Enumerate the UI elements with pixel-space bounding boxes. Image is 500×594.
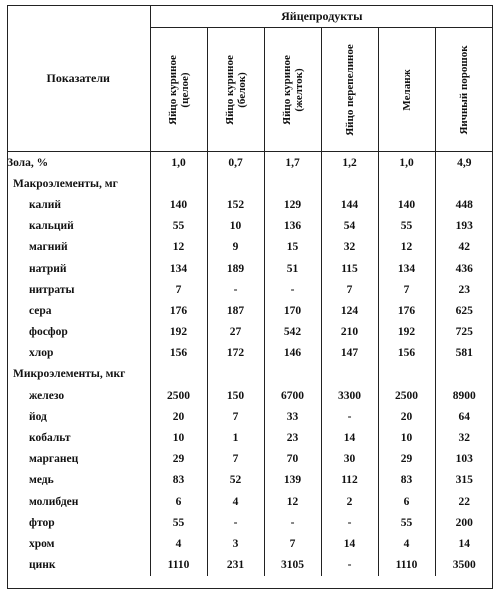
- column-header-text: [458, 31, 470, 149]
- table-cell: 129: [264, 194, 321, 215]
- column-header-text: [167, 31, 191, 149]
- table-row: [7, 258, 493, 279]
- table-cell: 139: [264, 470, 321, 491]
- table-cell: 725: [435, 322, 493, 343]
- column-header-line: Яйцо перепелиное: [343, 43, 356, 136]
- table-row: [7, 555, 493, 576]
- row-label: калий: [29, 198, 62, 211]
- table-cell: -: [264, 279, 321, 300]
- table-cell: 4: [378, 533, 435, 554]
- table-cell: 7: [264, 533, 321, 554]
- row-label: марганец: [29, 453, 79, 466]
- table-cell: -: [207, 279, 264, 300]
- table-cell: [435, 173, 493, 194]
- table-cell: 20: [150, 406, 207, 427]
- table-row: [7, 385, 493, 406]
- table-cell: 23: [435, 279, 493, 300]
- table-row: [7, 300, 493, 321]
- table-cell: 3: [207, 533, 264, 554]
- table-cell: 625: [435, 300, 493, 321]
- column-header-line: Яйцо куриное: [166, 54, 179, 125]
- table-cell: -: [207, 512, 264, 533]
- table-cell: 23: [264, 427, 321, 448]
- table-cell: 1,0: [378, 152, 435, 174]
- table-cell: 140: [150, 194, 207, 215]
- table-cell: 7: [378, 279, 435, 300]
- row-label: Макроэлементы, мг: [13, 177, 118, 190]
- table-cell: 22: [435, 491, 493, 512]
- table-cell: 192: [150, 322, 207, 343]
- table-cell: 2500: [150, 385, 207, 406]
- table-cell: 8900: [435, 385, 493, 406]
- row-label: молибден: [29, 495, 79, 508]
- table-cell: 172: [207, 343, 264, 364]
- table-cell: 3300: [321, 385, 378, 406]
- table-cell: -: [264, 512, 321, 533]
- table-cell: 30: [321, 449, 378, 470]
- table-cell: 55: [150, 512, 207, 533]
- table-cell: 55: [378, 216, 435, 237]
- column-header-text: [344, 31, 356, 149]
- row-label: хром: [29, 537, 55, 550]
- table-cell: 1,7: [264, 152, 321, 174]
- table-cell: 3105: [264, 555, 321, 576]
- table-cell: 7: [207, 406, 264, 427]
- table-cell: 9: [207, 237, 264, 258]
- table-cell: 27: [207, 322, 264, 343]
- table-cell: 55: [378, 512, 435, 533]
- column-header-text: [401, 31, 413, 149]
- table-cell: 112: [321, 470, 378, 491]
- table-cell: 7: [207, 449, 264, 470]
- table-cell: 12: [378, 237, 435, 258]
- table-cell: 436: [435, 258, 493, 279]
- table-cell: 15: [264, 237, 321, 258]
- table-cell: 134: [378, 258, 435, 279]
- table-cell: 6: [150, 491, 207, 512]
- table-row: [7, 343, 493, 364]
- section-row: [7, 173, 493, 194]
- table-cell: 12: [150, 237, 207, 258]
- table-cell: 1,0: [150, 152, 207, 174]
- table-cell: 1: [207, 427, 264, 448]
- table-cell: [207, 173, 264, 194]
- table-cell: 147: [321, 343, 378, 364]
- row-label: цинк: [29, 559, 56, 572]
- table-cell: [150, 364, 207, 385]
- column-header-6: [435, 28, 493, 152]
- table-cell: 189: [207, 258, 264, 279]
- column-header-2: [207, 28, 264, 152]
- column-header-line: Яйцо куриное: [223, 54, 236, 125]
- row-label: кобальт: [29, 432, 71, 445]
- column-header-line: Яйцо куриное: [280, 54, 293, 125]
- table-row: [7, 279, 493, 300]
- table-cell: 83: [378, 470, 435, 491]
- row-label-header: Показатели: [7, 5, 150, 152]
- table-cell: 83: [150, 470, 207, 491]
- table-cell: [264, 173, 321, 194]
- table-cell: 150: [207, 385, 264, 406]
- table-cell: 144: [321, 194, 378, 215]
- table-cell: 2: [321, 491, 378, 512]
- table-row: [7, 533, 493, 554]
- row-label: сера: [29, 304, 52, 317]
- table-cell: [207, 364, 264, 385]
- table-cell: 124: [321, 300, 378, 321]
- table-cell: 29: [378, 449, 435, 470]
- column-header-1: [150, 28, 207, 152]
- table-cell: 4,9: [435, 152, 493, 174]
- table-cell: 29: [150, 449, 207, 470]
- table-cell: 4: [207, 491, 264, 512]
- table-cell: 140: [378, 194, 435, 215]
- column-header-5: [378, 28, 435, 152]
- table-cell: 176: [378, 300, 435, 321]
- table-row: [7, 152, 493, 174]
- table-cell: 2500: [378, 385, 435, 406]
- row-label: нитраты: [29, 283, 75, 296]
- row-label: хлор: [29, 347, 54, 360]
- table-cell: 54: [321, 216, 378, 237]
- column-header-line: (целое): [178, 71, 191, 108]
- table-cell: 200: [435, 512, 493, 533]
- table-row: [7, 512, 493, 533]
- table-cell: 10: [207, 216, 264, 237]
- table-cell: 7: [150, 279, 207, 300]
- table-cell: 1110: [378, 555, 435, 576]
- table-cell: 12: [264, 491, 321, 512]
- row-label: натрий: [29, 262, 67, 275]
- table-cell: [378, 364, 435, 385]
- table-cell: 193: [435, 216, 493, 237]
- table-row: [7, 216, 493, 237]
- table-cell: 103: [435, 449, 493, 470]
- group-header: Яйцепродукты: [150, 5, 493, 28]
- table-row: [7, 194, 493, 215]
- table-row: [7, 237, 493, 258]
- table-cell: 315: [435, 470, 493, 491]
- table-cell: 542: [264, 322, 321, 343]
- table-cell: -: [321, 555, 378, 576]
- table-row: [7, 470, 493, 491]
- table-cell: 14: [435, 533, 493, 554]
- column-header-line: Яичный порошок: [458, 44, 471, 135]
- table-cell: [435, 364, 493, 385]
- table-cell: 156: [150, 343, 207, 364]
- column-header-line: (желток): [292, 67, 305, 112]
- table-cell: 1,2: [321, 152, 378, 174]
- table-cell: 32: [435, 427, 493, 448]
- row-label: Зола, %: [7, 156, 49, 169]
- table-cell: [321, 173, 378, 194]
- row-label: кальций: [29, 220, 74, 233]
- row-label: фтор: [29, 516, 55, 529]
- section-row: [7, 364, 493, 385]
- column-header-line: (белок): [235, 71, 248, 108]
- egg-products-table: [7, 5, 493, 576]
- table-cell: 448: [435, 194, 493, 215]
- table-cell: 64: [435, 406, 493, 427]
- table-cell: 176: [150, 300, 207, 321]
- table-cell: 6700: [264, 385, 321, 406]
- table-cell: 115: [321, 258, 378, 279]
- table-cell: 70: [264, 449, 321, 470]
- table-cell: 33: [264, 406, 321, 427]
- table-cell: 20: [378, 406, 435, 427]
- table-cell: 10: [150, 427, 207, 448]
- table-cell: 170: [264, 300, 321, 321]
- column-header-text: [224, 31, 248, 149]
- row-label: магний: [29, 241, 68, 254]
- table-cell: 0,7: [207, 152, 264, 174]
- table-cell: 3500: [435, 555, 493, 576]
- table-cell: 52: [207, 470, 264, 491]
- row-label: Микроэлементы, мкг: [13, 368, 126, 381]
- table-cell: 55: [150, 216, 207, 237]
- table-cell: 187: [207, 300, 264, 321]
- table-cell: -: [321, 406, 378, 427]
- row-label: йод: [29, 410, 47, 423]
- table-cell: 156: [378, 343, 435, 364]
- table-cell: 152: [207, 194, 264, 215]
- table-row: [7, 427, 493, 448]
- table-row: [7, 406, 493, 427]
- table-cell: 134: [150, 258, 207, 279]
- table-cell: 14: [321, 533, 378, 554]
- row-label: фосфор: [29, 326, 68, 339]
- column-header-4: [321, 28, 378, 152]
- table-cell: [150, 173, 207, 194]
- table-cell: 210: [321, 322, 378, 343]
- table-cell: [321, 364, 378, 385]
- table-cell: 136: [264, 216, 321, 237]
- row-label: медь: [29, 474, 54, 487]
- table-cell: 7: [321, 279, 378, 300]
- table-cell: 1110: [150, 555, 207, 576]
- column-header-line: Меланж: [400, 68, 413, 111]
- table-cell: 6: [378, 491, 435, 512]
- table-cell: 42: [435, 237, 493, 258]
- column-header-3: [264, 28, 321, 152]
- table-row: [7, 322, 493, 343]
- table-cell: 231: [207, 555, 264, 576]
- row-label: железо: [29, 389, 65, 402]
- table-cell: 146: [264, 343, 321, 364]
- table-cell: [264, 364, 321, 385]
- table-cell: 51: [264, 258, 321, 279]
- column-header-text: [281, 31, 305, 149]
- table-cell: 4: [150, 533, 207, 554]
- table-row: [7, 491, 493, 512]
- table-cell: 10: [378, 427, 435, 448]
- table-row: [7, 449, 493, 470]
- table-cell: 192: [378, 322, 435, 343]
- table-cell: 32: [321, 237, 378, 258]
- table-cell: -: [321, 512, 378, 533]
- table-cell: 14: [321, 427, 378, 448]
- table-cell: 581: [435, 343, 493, 364]
- table-cell: [378, 173, 435, 194]
